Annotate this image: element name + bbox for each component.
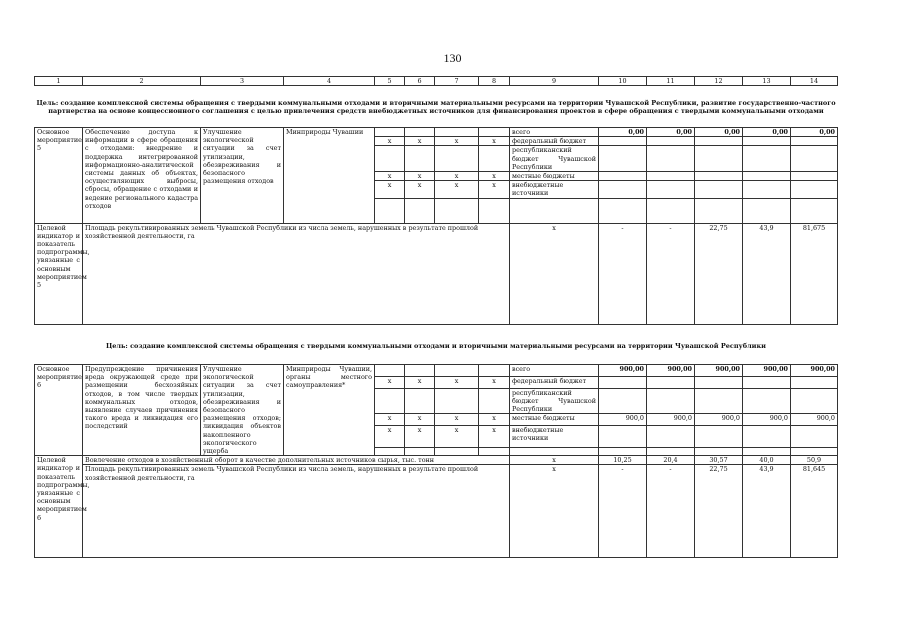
value-cell: 900,0 xyxy=(791,414,838,426)
code-cell xyxy=(405,146,435,172)
indicator-row xyxy=(35,465,838,558)
code-cell xyxy=(479,128,510,137)
source-name-cell: республиканский бюджет Чувашской Республики xyxy=(510,146,599,172)
value-cell xyxy=(695,376,743,388)
value-cell: 900,00 xyxy=(791,365,838,377)
source-name-cell: федеральный бюджет xyxy=(510,137,599,146)
activity-name-cell: Предупреждение причинения вреда окружающей среде при размещении бесхозяйных отходов, в том числе твердых коммунальных отходов, выявление случаев причинения такого вреда и ликвидация его последствий xyxy=(83,365,201,456)
goal-heading-1: Цель: создание комплексной системы обращения с твердыми коммунальными отходами и вторичными материальными ресурсами на территории Чувашской Республики, развитие государственно-частного партнерства на основе концессионного соглашения с целью привлечения средств внебюджетных источников для финансирования проектов в сфере обращения с твердыми коммунальными отходами xyxy=(36,99,836,116)
indicator-value-cell: - xyxy=(647,465,695,558)
value-cell xyxy=(791,181,838,198)
indicator-text-cell: Площадь рекультивированных земель Чувашской Республики из числа земель, нарушенных в результате прошлой хозяйственной деятельности, га xyxy=(83,465,510,558)
indicator-value-cell: 81,645 xyxy=(791,465,838,558)
code-cell xyxy=(479,388,510,414)
code-cell xyxy=(375,388,405,414)
status-cell: Основное мероприятие 5 xyxy=(35,128,83,224)
code-cell: x xyxy=(405,181,435,198)
code-cell xyxy=(435,146,479,172)
activity-6-table xyxy=(34,364,838,558)
activity-5-table xyxy=(34,127,838,325)
executor-cell: Минприроды Чувашии xyxy=(284,128,375,224)
value-cell: 900,00 xyxy=(743,365,791,377)
col-number: 11 xyxy=(647,77,695,86)
value-cell: 0,00 xyxy=(647,128,695,137)
value-cell xyxy=(647,425,695,447)
indicator-value-cell: 30,57 xyxy=(695,456,743,465)
code-cell: x xyxy=(479,137,510,146)
code-cell xyxy=(375,365,405,377)
col-number: 5 xyxy=(375,77,405,86)
source-name-cell: всего xyxy=(510,365,599,377)
code-cell xyxy=(405,365,435,377)
source-name-cell: республиканский бюджет Чувашской Республики xyxy=(510,388,599,414)
value-cell: 0,00 xyxy=(743,128,791,137)
col-number: 2 xyxy=(83,77,201,86)
source-row-total xyxy=(35,128,838,137)
indicator-value-cell: 81,675 xyxy=(791,223,838,324)
column-header-table xyxy=(34,76,838,86)
indicator-code-cell: x xyxy=(510,465,599,558)
value-cell xyxy=(743,376,791,388)
source-name-cell: внебюджетные источники xyxy=(510,181,599,198)
code-cell: x xyxy=(375,181,405,198)
code-cell xyxy=(435,388,479,414)
code-cell xyxy=(405,388,435,414)
value-cell xyxy=(647,172,695,181)
value-cell xyxy=(695,137,743,146)
value-cell xyxy=(695,388,743,414)
indicator-value-cell: 43,9 xyxy=(743,465,791,558)
col-number: 1 xyxy=(35,77,83,86)
code-cell: x xyxy=(479,172,510,181)
value-cell xyxy=(599,425,647,447)
code-cell: x xyxy=(435,172,479,181)
code-cell: x xyxy=(405,376,435,388)
code-cell: x xyxy=(375,425,405,447)
value-cell xyxy=(647,181,695,198)
code-cell: x xyxy=(405,425,435,447)
target-cell: Улучшение экологической ситуации за счет утилизации, обезвреживания и безопасного размещения отходов; ликвидация объектов накопленного экологического ущерба xyxy=(201,365,284,456)
indicator-value-cell: 10,25 xyxy=(599,456,647,465)
value-cell xyxy=(791,425,838,447)
source-name-cell: всего xyxy=(510,128,599,137)
code-cell xyxy=(405,128,435,137)
code-cell xyxy=(479,146,510,172)
indicator-text-cell: Вовлечение отходов в хозяйственный оборот в качестве дополнительных источников сырья, тыс. тонн xyxy=(83,456,510,465)
col-number: 10 xyxy=(599,77,647,86)
indicator-value-cell: 43,9 xyxy=(743,223,791,324)
code-cell: x xyxy=(375,414,405,426)
code-cell: x xyxy=(479,181,510,198)
indicator-value-cell: 22,75 xyxy=(695,223,743,324)
source-name-cell: внебюджетные источники xyxy=(510,425,599,447)
page-number: 130 xyxy=(443,51,462,65)
value-cell xyxy=(599,181,647,198)
value-cell xyxy=(695,181,743,198)
value-cell xyxy=(695,425,743,447)
indicator-code-cell: x xyxy=(510,456,599,465)
code-cell xyxy=(435,128,479,137)
indicator-value-cell: 40,0 xyxy=(743,456,791,465)
value-cell: 900,0 xyxy=(647,414,695,426)
col-number: 14 xyxy=(791,77,838,86)
indicator-text-cell: Площадь рекультивированных земель Чувашской Республики из числа земель, нарушенных в результате прошлой хозяйственной деятельности, га xyxy=(83,223,510,324)
value-cell: 900,00 xyxy=(599,365,647,377)
value-cell: 900,00 xyxy=(647,365,695,377)
code-cell: x xyxy=(405,414,435,426)
col-number: 13 xyxy=(743,77,791,86)
code-cell: x xyxy=(435,376,479,388)
code-cell: x xyxy=(375,172,405,181)
value-cell xyxy=(743,137,791,146)
executor-cell: Минприроды Чувашии, органы местного самоуправления* xyxy=(284,365,375,456)
code-cell: x xyxy=(375,376,405,388)
value-cell xyxy=(647,388,695,414)
col-number: 9 xyxy=(510,77,599,86)
value-cell xyxy=(791,146,838,172)
indicator-value-cell: - xyxy=(647,223,695,324)
value-cell xyxy=(791,137,838,146)
col-number: 4 xyxy=(284,77,375,86)
value-cell xyxy=(647,376,695,388)
value-cell: 900,0 xyxy=(599,414,647,426)
activity-name-cell: Обеспечение доступа к информации в сфере обращения с отходами: внедрение и поддержка интегрированной информационно-аналитической системы данных об объектах, осуществляющих выбросы, сбросы, обращение с отходами и ведение регионального кадастра отходов xyxy=(83,128,201,224)
code-cell xyxy=(375,146,405,172)
value-cell: 0,00 xyxy=(695,128,743,137)
value-cell xyxy=(599,376,647,388)
value-cell xyxy=(599,388,647,414)
indicator-label-cell: Целевой индикатор и показатель подпрограммы, увязанные с основным мероприятием 5 xyxy=(35,223,83,324)
value-cell xyxy=(647,137,695,146)
indicator-value-cell: 50,9 xyxy=(791,456,838,465)
source-row-total xyxy=(35,365,838,377)
col-number: 3 xyxy=(201,77,284,86)
col-number: 8 xyxy=(479,77,510,86)
code-cell: x xyxy=(435,414,479,426)
value-cell: 0,00 xyxy=(791,128,838,137)
goal-heading-2: Цель: создание комплексной системы обращения с твердыми коммунальными отходами и вторичными материальными ресурсами на территории Чувашской Республики xyxy=(106,342,766,350)
value-cell xyxy=(743,388,791,414)
source-name-cell: местные бюджеты xyxy=(510,172,599,181)
code-cell: x xyxy=(479,414,510,426)
code-cell xyxy=(375,128,405,137)
value-cell xyxy=(695,172,743,181)
value-cell xyxy=(791,376,838,388)
target-cell: Улучшение экологической ситуации за счет утилизации, обезвреживания и безопасного размещения отходов xyxy=(201,128,284,224)
value-cell xyxy=(743,172,791,181)
indicator-row xyxy=(35,223,838,324)
indicator-value-cell: 20,4 xyxy=(647,456,695,465)
code-cell: x xyxy=(435,181,479,198)
indicator-label-cell: Целевой индикатор и показатель подпрограммы, увязанные с основным мероприятием 6 xyxy=(35,456,83,558)
code-cell: x xyxy=(405,137,435,146)
code-cell: x xyxy=(375,137,405,146)
column-number-row xyxy=(35,77,838,86)
code-cell: x xyxy=(435,425,479,447)
value-cell: 0,00 xyxy=(599,128,647,137)
code-cell: x xyxy=(479,425,510,447)
source-name-cell: местные бюджеты xyxy=(510,414,599,426)
value-cell xyxy=(599,172,647,181)
source-name-cell: федеральный бюджет xyxy=(510,376,599,388)
value-cell: 900,0 xyxy=(695,414,743,426)
value-cell xyxy=(599,137,647,146)
value-cell xyxy=(647,146,695,172)
indicator-value-cell: - xyxy=(599,465,647,558)
value-cell xyxy=(743,181,791,198)
code-cell: x xyxy=(435,137,479,146)
value-cell xyxy=(599,146,647,172)
value-cell: 900,0 xyxy=(743,414,791,426)
indicator-value-cell: - xyxy=(599,223,647,324)
value-cell xyxy=(695,146,743,172)
col-number: 12 xyxy=(695,77,743,86)
value-cell xyxy=(791,172,838,181)
indicator-code-cell: x xyxy=(510,223,599,324)
code-cell: x xyxy=(405,172,435,181)
value-cell xyxy=(791,388,838,414)
value-cell xyxy=(743,425,791,447)
code-cell: x xyxy=(479,376,510,388)
col-number: 6 xyxy=(405,77,435,86)
value-cell: 900,00 xyxy=(695,365,743,377)
code-cell xyxy=(435,365,479,377)
code-cell xyxy=(479,365,510,377)
status-cell: Основное мероприятие 6 xyxy=(35,365,83,456)
value-cell xyxy=(743,146,791,172)
indicator-value-cell: 22,75 xyxy=(695,465,743,558)
col-number: 7 xyxy=(435,77,479,86)
indicator-row xyxy=(35,456,838,465)
